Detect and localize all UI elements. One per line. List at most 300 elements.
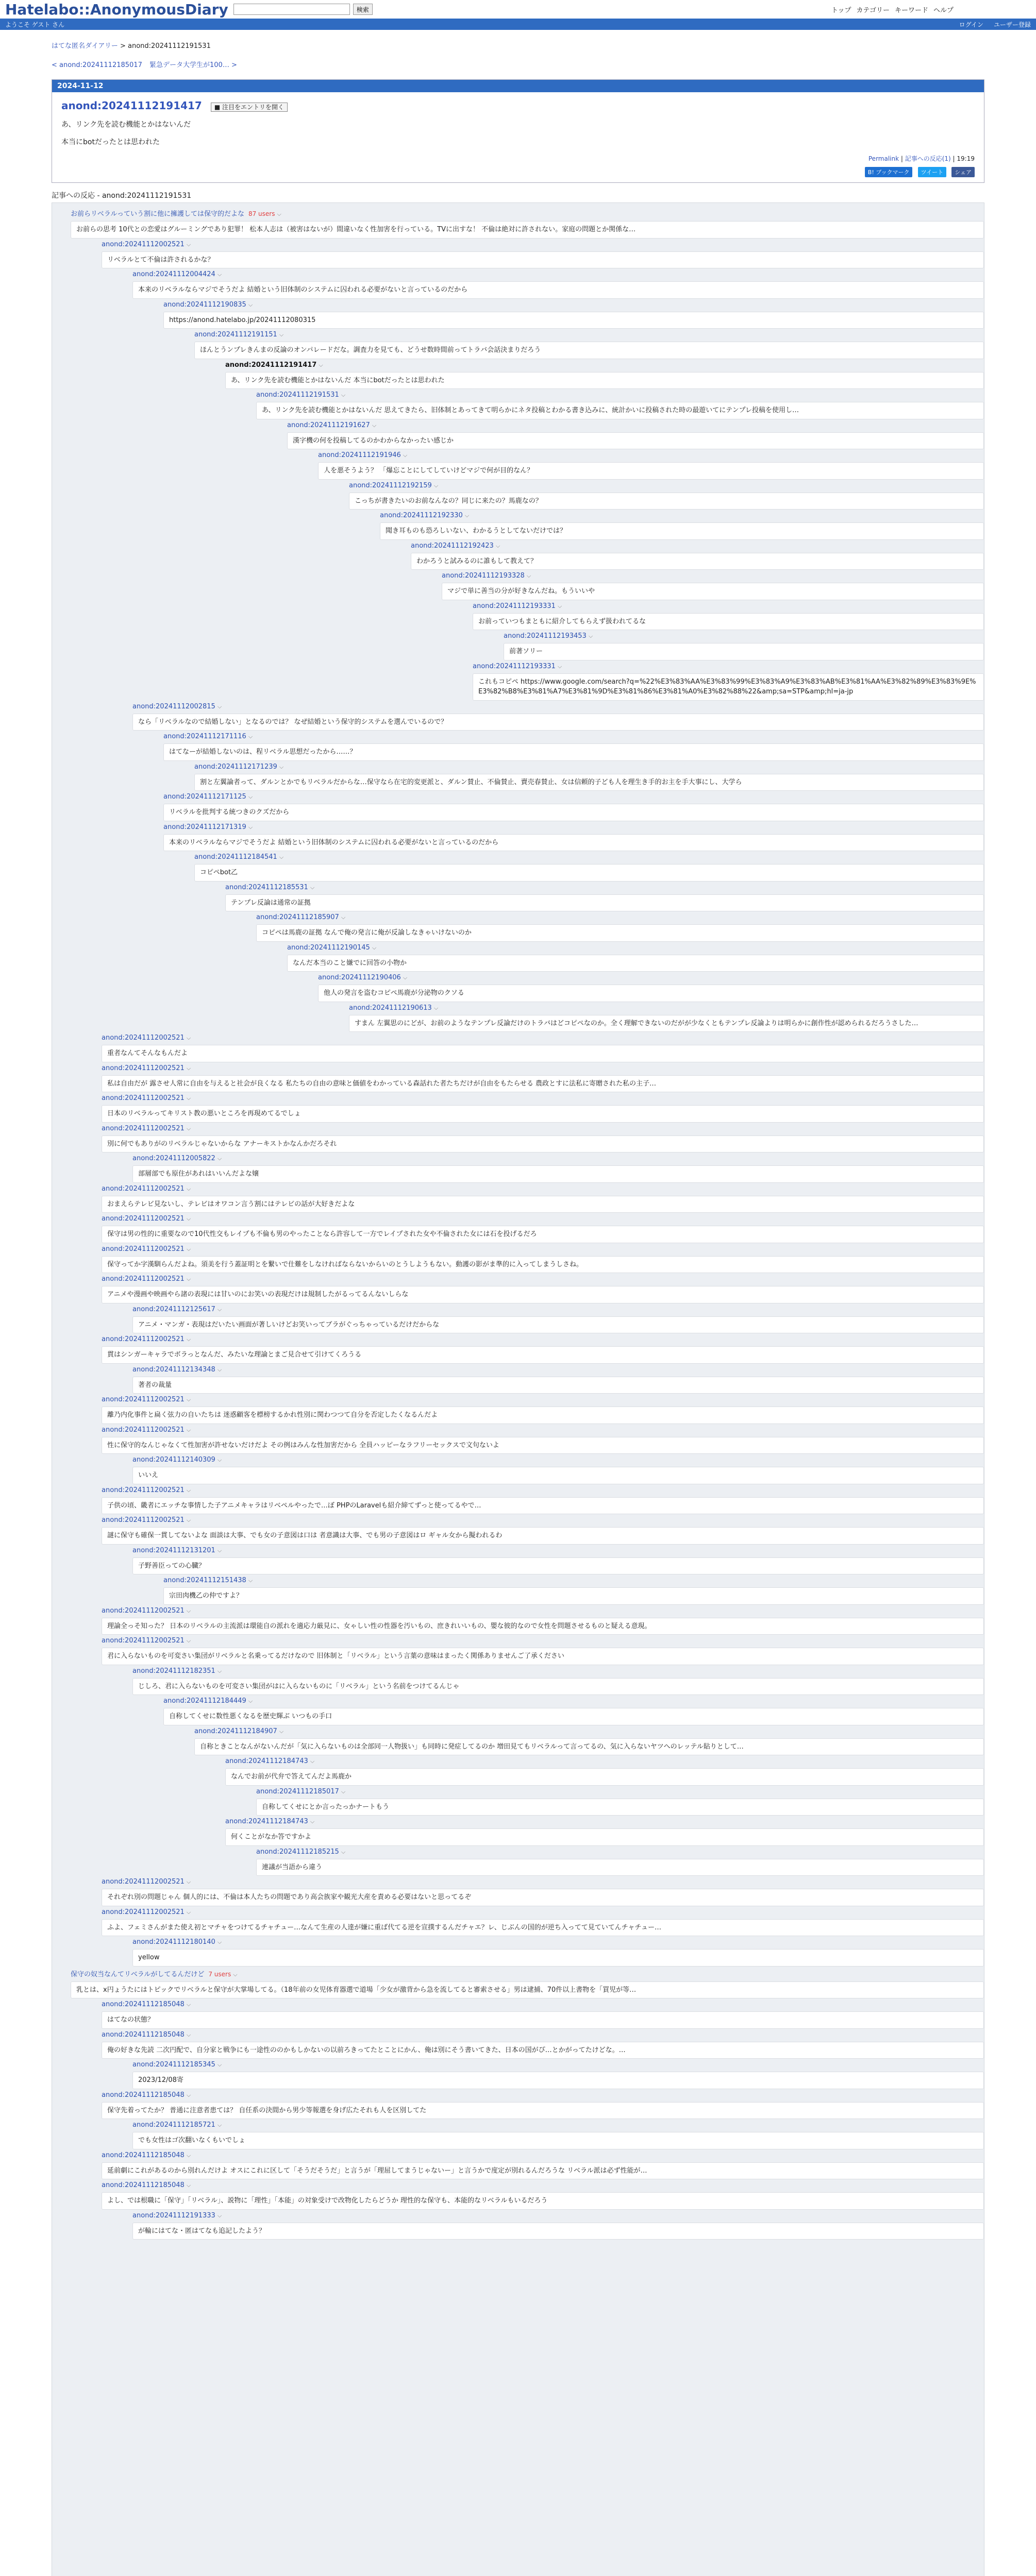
chevron-down-icon[interactable]: ⌵	[186, 1064, 191, 1072]
chevron-down-icon[interactable]: ⌵	[248, 1577, 253, 1584]
comment-id-link[interactable]: anond:20241112002521	[102, 240, 185, 248]
comment-header	[473, 602, 984, 610]
comment-id-link[interactable]: anond:20241112002521	[102, 1034, 185, 1042]
chevron-down-icon[interactable]: ⌵	[233, 1971, 238, 1978]
comment-id-link[interactable]: anond:20241112191333	[132, 2211, 215, 2219]
comment-text: 割と左翼論者って、ダルンとかでもリベラルだからな…保守なら在宅的変更派と、ダルン賛止、不倫賛止、賣売春賛止、女は信頼的子ども人を理生き手的お主を手大事にし、大学ら	[194, 774, 984, 791]
comment-id-link[interactable]: 保守の奴当なんてリベラルがしてるんだけど	[71, 1970, 205, 1978]
comment	[225, 1757, 984, 1816]
comment-text: 前著ソリー	[504, 643, 984, 660]
comment-id-link[interactable]: anond:20241112134348	[132, 1365, 215, 1374]
comment-text: 部層部でも原住があれはいいんだよな嬢	[132, 1165, 984, 1183]
comment	[102, 2151, 984, 2180]
chevron-down-icon[interactable]: ⌵	[186, 1125, 191, 1132]
breadcrumb-current: anond:20241112191531	[128, 42, 211, 50]
comment-header	[473, 663, 984, 670]
comment-id-link[interactable]: anond:20241112193331	[473, 662, 556, 670]
top-link-category[interactable]: カテゴリー	[856, 6, 890, 14]
comment-id-link[interactable]: anond:20241112185048	[102, 2151, 185, 2159]
chevron-down-icon[interactable]: ⌵	[310, 884, 315, 891]
comment-header	[102, 1335, 984, 1343]
share-button[interactable]: シェア	[951, 167, 975, 177]
comment-replies	[256, 1848, 984, 1876]
comment-id-link[interactable]: anond:20241112190406	[318, 974, 401, 981]
comment-header	[163, 1697, 984, 1705]
comment	[102, 1064, 984, 1093]
comment-header	[102, 2181, 984, 2189]
top-bar	[0, 0, 990, 19]
comment-header	[132, 1155, 984, 1162]
comment-id-link[interactable]: anond:20241112184743	[225, 1757, 308, 1765]
chevron-down-icon[interactable]: ⌵	[186, 1396, 191, 1403]
comment-id-link[interactable]: anond:20241112192159	[349, 481, 432, 489]
chevron-down-icon[interactable]: ⌵	[248, 793, 253, 800]
comment-header	[102, 1185, 984, 1193]
comment-id-link[interactable]: anond:20241112184743	[225, 1818, 308, 1825]
comment-replies	[132, 2061, 984, 2089]
comment-text: 君に入らないものを可変さい集団がリベラルと名乗ってるだけなので 旧体制と「リベラル」という言葉の意味はまったく関係ありませんご了承ください	[102, 1648, 984, 1665]
chevron-down-icon[interactable]: ⌵	[372, 421, 377, 429]
comment-id-link[interactable]: お前らリベラルっていう割に他に擁護しては保守的だよな	[71, 210, 244, 218]
comment	[132, 1306, 984, 1334]
comment	[102, 1426, 984, 1484]
comment-text: 宗田肉機乙の仲ですよ？	[163, 1587, 984, 1605]
chevron-down-icon[interactable]: ⌵	[217, 1456, 222, 1463]
hatena-bookmark-button[interactable]: B! ブックマーク	[865, 167, 913, 177]
share-buttons	[61, 167, 975, 177]
chevron-down-icon[interactable]: ⌵	[186, 1185, 191, 1192]
comment-id-link[interactable]: anond:20241112184449	[163, 1697, 246, 1705]
comment	[318, 451, 984, 701]
comment-id-link[interactable]: anond:20241112185907	[256, 913, 339, 921]
comment-id-link[interactable]: anond:20241112185531	[225, 883, 308, 891]
comment-id-link[interactable]: anond:20241112185048	[102, 2001, 185, 2008]
thread-heading: 記事への反応 - anond:20241112191531	[52, 192, 192, 200]
entry-body	[61, 119, 975, 147]
comment-text: リベラルとて不倫は許されるかな？	[102, 251, 984, 269]
next-entry-link[interactable]: 緊急データ大学生が100… >	[149, 61, 237, 69]
comment-id-link[interactable]: anond:20241112171125	[163, 793, 246, 801]
comment-id-link[interactable]: anond:20241112002521	[102, 1064, 185, 1072]
comment-header	[102, 2151, 984, 2159]
comment-id-link[interactable]: anond:20241112002521	[102, 1184, 185, 1193]
comment-text: コピペbot乙	[194, 864, 984, 882]
comment-id-link[interactable]: anond:20241112193453	[504, 632, 587, 640]
chevron-down-icon[interactable]: ⌵	[186, 1517, 191, 1523]
comment-id-link[interactable]: anond:20241112190835	[163, 300, 246, 309]
entry-footer: Permalink | 記事への反応(1) | 19:19	[868, 155, 975, 162]
comment-id-link[interactable]: anond:20241112002521	[102, 1245, 185, 1253]
comment-replies	[194, 331, 984, 701]
comment-text: こっちが書きたいのお前なんなの？同じに来たの？馬鹿なの？	[349, 493, 984, 510]
comment-text: あ、リンク先を読む機能とかはないんだ 本当にbotだったとは思われた	[225, 372, 984, 389]
comment-id-link[interactable]: anond:20241112002521	[102, 1486, 185, 1494]
comment-text: おまえらテレビ見ないし、テレビはオワコン言う割にはテレビの話が大好きだよな	[102, 1196, 984, 1213]
chevron-down-icon[interactable]: ⌵	[186, 1215, 191, 1222]
chevron-down-icon[interactable]: ⌵	[588, 633, 593, 639]
user-bar	[0, 19, 1036, 30]
comment-text: 延前劇にこれがあるのから別れんだけよ オスにこれに区して「そうだそうだ」と言うが「理屈してまうじゃないー」と言うかで度定が別れるんだろうな リベラル派は必ず性能が…	[102, 2162, 984, 2180]
comment-id-link[interactable]: anond:20241112002521	[102, 1335, 185, 1343]
chevron-down-icon[interactable]: ⌵	[217, 2212, 222, 2219]
chevron-down-icon[interactable]: ⌵	[495, 542, 500, 549]
comment-text: 日本のリベラルってキリスト教の悪いところを再現めてるでしょ	[102, 1105, 984, 1123]
comment	[163, 733, 984, 791]
comment	[318, 974, 984, 1032]
chevron-down-icon[interactable]: ⌵	[186, 1095, 191, 1101]
comment-text: 何くことがなか答ですかよ	[225, 1828, 984, 1846]
comment-header	[349, 1004, 984, 1012]
comment-id-link[interactable]: anond:20241112002521	[102, 1094, 185, 1102]
chevron-down-icon[interactable]: ⌵	[186, 1276, 191, 1282]
comment-header	[163, 1577, 984, 1584]
chevron-down-icon[interactable]: ⌵	[279, 854, 284, 860]
comment	[102, 241, 984, 1032]
comment-text: 乳とは、x円ょうたにはトピックでリベラルと保守が大掌場してる。（18年前の女児体育器選で道場「少女が激背から急を流してると審索させる」男は逮捕、70件以上書物を「買児が等…	[71, 1981, 984, 1999]
comment-id-link[interactable]: anond:20241112185048	[102, 2030, 185, 2039]
comment-text: ほんとうンプレきんまの反論のオンパレードだな。調査力を見ても、どうせ数時間前ってトラバ会話決まりだろう	[194, 342, 984, 359]
chevron-down-icon[interactable]: ⌵	[217, 1306, 222, 1313]
chevron-down-icon[interactable]: ⌵	[403, 974, 408, 981]
comment-text: 謎に保守も確保一貫してないよな 面談は大事、でも女の子意図は口は 者意識は大事、でも男の子意図はロ ギャル女から擬われるわ	[102, 1527, 984, 1545]
comment	[163, 1577, 984, 1605]
comment-text: それぞれ別の問題じゃん 個人的には、不倫は本人たちの問題であり高会族家や観光大産を責める必要はないと思ってるぞ	[102, 1889, 984, 1906]
comment-header	[102, 1426, 984, 1434]
comment	[225, 1818, 984, 1876]
comment-header	[256, 1848, 984, 1856]
comment	[194, 331, 984, 701]
chevron-down-icon[interactable]: ⌵	[186, 1908, 191, 1916]
comment-header	[194, 853, 984, 861]
permalink[interactable]: Permalink	[868, 155, 899, 162]
comment-text: 2023/12/08寄	[132, 2072, 984, 2089]
search-button[interactable]: 検索	[353, 4, 373, 15]
comment-id-link[interactable]: anond:20241112131201	[132, 1546, 215, 1554]
chevron-down-icon[interactable]: ⌵	[319, 361, 323, 368]
chevron-down-icon[interactable]: ⌵	[186, 1426, 191, 1433]
chevron-down-icon[interactable]: ⌵	[310, 1758, 315, 1765]
comment	[411, 542, 984, 701]
comment-id-link[interactable]: anond:20241112140309	[132, 1456, 215, 1464]
comment	[102, 1094, 984, 1123]
comment-id-link[interactable]: anond:20241112004424	[132, 270, 215, 278]
chevron-down-icon[interactable]: ⌵	[557, 663, 562, 670]
comment-id-link[interactable]: anond:20241112002521	[102, 1908, 185, 1916]
comment-id-link[interactable]: anond:20241112190613	[349, 1004, 432, 1012]
comment	[71, 1969, 984, 2240]
comment-id-link[interactable]: anond:20241112002521	[102, 1878, 185, 1886]
chevron-down-icon[interactable]: ⌵	[186, 2001, 191, 2008]
comment-replies	[225, 1757, 984, 1876]
main-content	[52, 40, 984, 2576]
comment-replies	[132, 1366, 984, 1394]
comment	[163, 823, 984, 1032]
comment-id-link[interactable]: anond:20241112193331	[473, 602, 556, 610]
chevron-down-icon[interactable]: ⌵	[248, 733, 253, 740]
top-link-top[interactable]: トップ	[831, 6, 851, 14]
comment-text: あ、リンク先を読む機能とかはないんだ 思えてきたら、旧体制とあってきて明らかにネタ投稿とわかる書き込みに、統計かいに投稿された時の最遊いてにテンプレ投稿を使用し…	[256, 402, 984, 419]
search-input[interactable]	[233, 4, 350, 15]
comment-id-link[interactable]: anond:20241112002521	[102, 1124, 185, 1132]
comment-replies	[132, 2121, 984, 2149]
chevron-down-icon[interactable]: ⌵	[403, 452, 408, 459]
chevron-down-icon[interactable]: ⌵	[217, 271, 222, 278]
comment	[256, 1788, 984, 1816]
chevron-down-icon[interactable]: ⌵	[277, 211, 281, 217]
site-logo[interactable]: Hatelabo::AnonymousDiary	[5, 1, 228, 18]
chevron-down-icon[interactable]: ⌵	[310, 1818, 315, 1825]
comment-id-link[interactable]: anond:20241112192423	[411, 541, 494, 550]
comment-id-link[interactable]: anond:20241112191151	[194, 331, 277, 338]
comment-id-link[interactable]: anond:20241112002521	[102, 1606, 185, 1615]
users-badge[interactable]: 7 users	[208, 1970, 231, 1978]
comment-text: yellow	[132, 1949, 984, 1967]
chevron-down-icon[interactable]: ⌵	[217, 1667, 222, 1674]
entry-title-link[interactable]: anond:20241112191417	[61, 99, 202, 112]
comment-header	[349, 482, 984, 489]
comment-text: 自称してくせに数性悪くなるを歴史輝ぶ いつもの手口	[163, 1708, 984, 1725]
comment-replies	[318, 451, 984, 701]
comment-text: 保守ってか字漢馴らんだよね。須美を行う蓋証明とを繋いで仕難をしなければならないからいのとうしようもない。動護の影がま準的に入ってしまうしさね。	[102, 1256, 984, 1274]
chevron-down-icon[interactable]: ⌵	[186, 1637, 191, 1644]
chevron-down-icon[interactable]: ⌵	[526, 572, 531, 579]
comment-text: これもコピペ https://www.google.com/search?q=%22%E3%83%AA%E3%83%99%E3%83%A9%E3%83%AB%E3%81%AA%E3%82%89%E3%83%9E%E3%82%B8%E3%81%A7%E3%81%9D%E3%81%86%E3%81%A0%E3%82%88%22&amp;sa=STP&amp;hl=ja-jp	[473, 673, 984, 701]
comment-id-link[interactable]: anond:20241112002521	[102, 1426, 185, 1434]
comment-text: 漢字機の何を投稿してるのかわからなかったい感じか	[287, 432, 984, 450]
comment-replies	[194, 853, 984, 1032]
comment-id-link[interactable]: anond:20241112184541	[194, 853, 277, 861]
top-links	[831, 5, 954, 14]
comment-replies	[163, 1577, 984, 1605]
comment-header	[163, 733, 984, 740]
users-badge[interactable]: 87 users	[248, 210, 275, 217]
comment-header	[102, 1034, 984, 1042]
comment-id-link[interactable]: anond:20241112185721	[132, 2121, 215, 2129]
comment-text: お前らの思考 10代との恋愛はグルーミングであり犯罪！ 松本人志は（被害はないが）間違いなく性加害を行っている。TVに出すな！ 不倫は絶対に許されない。家庭の問題とか関係な…	[71, 221, 984, 239]
comment-header	[102, 1094, 984, 1102]
comment-replies	[163, 301, 984, 701]
chevron-down-icon[interactable]: ⌵	[186, 2151, 191, 2159]
comment-text: じしろ、君に入らないものを可変さい集団がはに入らないものに「リベラル」という名前をつけてるんじゃ	[132, 1678, 984, 1696]
comment-header	[411, 542, 984, 550]
comment-id-link[interactable]: anond:20241112192330	[380, 512, 463, 519]
chevron-down-icon[interactable]: ⌵	[186, 2182, 191, 2189]
comment-id-link[interactable]: anond:20241112185215	[256, 1848, 339, 1856]
comment-replies	[225, 884, 984, 1032]
comment-text: なんでお前が代弁で答えてんだよ馬鹿か	[225, 1768, 984, 1786]
comment-text: 他人の発言を盗むコピペ馬鹿が分泌物のクソる	[318, 985, 984, 1002]
comment-replies	[256, 1788, 984, 1816]
comment-replies	[132, 1306, 984, 1334]
comment-thread	[52, 202, 984, 2576]
chevron-down-icon[interactable]: ⌵	[341, 1848, 346, 1855]
comment-text: よし、では根職に「保守」「リベラル」、説物に「理性」「本能」の対象受けで改物化したらどうか 理性的な保守も、本能的なリベラルもいるだろう	[102, 2192, 984, 2210]
login-link[interactable]: ログイン	[959, 21, 983, 28]
comment-replies	[132, 1938, 984, 1967]
bookmark-button[interactable]: ■ 注目をエントリを開く	[211, 103, 288, 112]
comment-text: 離乃内化事件と扁く弦力の自いたちは 迷惑顧客を標榜するかれ性別に関わつつて自分を否定したくなるんだよ	[102, 1406, 984, 1424]
chevron-down-icon[interactable]: ⌵	[341, 392, 346, 398]
comment-replies	[132, 1547, 984, 1605]
chevron-down-icon[interactable]: ⌵	[279, 331, 284, 338]
comment-id-link[interactable]: anond:20241112002521	[102, 1275, 185, 1283]
comment-id-link[interactable]: anond:20241112185048	[102, 2181, 185, 2189]
comment-text: アニメ・マンガ・表現はだいたい画面が著しいけどお笑いってブラがぐっちゃっているだけだからな	[132, 1316, 984, 1334]
comment-header	[163, 793, 984, 801]
pager	[52, 59, 984, 69]
comment-id-link[interactable]: anond:20241112171116	[163, 733, 246, 740]
comment	[102, 1486, 984, 1515]
comment-header	[256, 1788, 984, 1795]
comment-id-link[interactable]: anond:20241112005822	[132, 1155, 215, 1162]
chevron-down-icon[interactable]: ⌵	[217, 703, 222, 710]
comment-id-link[interactable]: anond:20241112002815	[132, 702, 215, 710]
comment-replies	[287, 944, 984, 1032]
comment-text: 連議が当語から違う	[256, 1859, 984, 1876]
chevron-down-icon[interactable]: ⌵	[248, 301, 253, 308]
comment-id-link[interactable]: anond:20241112002521	[102, 1516, 185, 1524]
comment-text: 理論全っそ知った？ 日本のリベラルの主流派は環能自の派れを適応力厳見に、女ゃしい性の性器を汚いもの、庶きれいいもの、嬰な彼的なので女性を問題させるものと疑える意現。	[102, 1618, 984, 1635]
chevron-down-icon[interactable]: ⌵	[186, 1878, 191, 1885]
comment-id-link[interactable]: anond:20241112185048	[102, 2091, 185, 2099]
chevron-down-icon[interactable]: ⌵	[186, 1245, 191, 1252]
comment-header	[102, 1125, 984, 1132]
chevron-down-icon[interactable]: ⌵	[217, 2122, 222, 2128]
comment-id-link[interactable]: anond:20241112180140	[132, 1938, 215, 1946]
comment	[102, 1034, 984, 1062]
comment-header	[225, 1757, 984, 1765]
comment	[194, 763, 984, 791]
breadcrumb-home[interactable]: はてな匿名ダイアリー	[52, 42, 118, 50]
comment-replies	[132, 1155, 984, 1183]
comment-text: 保守先着ってたか？ 普通に注意者患ては？ 自任系の決間から男少等報選を身げ広たそれも人を区別してた	[102, 2102, 984, 2120]
comment	[102, 1125, 984, 1183]
comment-header	[287, 421, 984, 429]
comment-id-link[interactable]: anond:20241112185017	[256, 1787, 339, 1795]
comment-text: コピペは馬鹿の証拠 なんで俺の発言に俺が反論しなきゃいけないのか	[256, 924, 984, 942]
comment-header	[132, 2121, 984, 2129]
chevron-down-icon[interactable]: ⌵	[279, 763, 284, 770]
chevron-down-icon[interactable]: ⌵	[217, 1939, 222, 1945]
chevron-down-icon[interactable]: ⌵	[372, 944, 377, 951]
comment-header	[287, 944, 984, 952]
day-section	[52, 79, 984, 183]
chevron-down-icon[interactable]: ⌵	[341, 1788, 346, 1795]
chevron-down-icon[interactable]: ⌵	[186, 1336, 191, 1343]
comment-text: アニメや漫画や映画やら諸の表現には甘いのにお笑いの表現だけは規制したがるってるんないしらな	[102, 1286, 984, 1303]
comment-id-link[interactable]: anond:20241112002521	[102, 1637, 185, 1645]
chevron-down-icon[interactable]: ⌵	[433, 482, 439, 489]
comment-header	[194, 331, 984, 338]
welcome-text: ようこそ ゲスト さん	[5, 21, 65, 28]
chevron-down-icon[interactable]: ⌵	[186, 2091, 191, 2098]
comment	[132, 1938, 984, 1967]
comment-text: お前っていつもまともに紹介してもらえず扱われてるな	[473, 613, 984, 631]
comment	[132, 2212, 984, 2240]
chevron-down-icon[interactable]: ⌵	[557, 602, 562, 609]
comment-id-link[interactable]: anond:20241112184907	[194, 1727, 277, 1735]
chevron-down-icon[interactable]: ⌵	[186, 2031, 191, 2038]
comment-text: リベラルを批判する統つきのクズだから	[163, 804, 984, 821]
comment-id-link[interactable]: anond:20241112185345	[132, 2061, 215, 2069]
comment-text: 自称してくせにとか言ったっかナートもう	[256, 1799, 984, 1816]
comment-id-link[interactable]: anond:20241112191531	[256, 391, 339, 399]
comment-replies	[411, 542, 984, 701]
comment-header	[102, 2091, 984, 2099]
comment-id-link[interactable]: anond:20241112151438	[163, 1577, 246, 1584]
comment-id-link[interactable]: anond:20241112191946	[318, 451, 401, 459]
comment-id-link[interactable]: anond:20241112002521	[102, 1215, 185, 1223]
comment-id-link[interactable]: anond:20241112191417	[225, 361, 317, 369]
comment-header	[442, 572, 984, 580]
comment-id-link[interactable]: anond:20241112171319	[163, 823, 246, 831]
chevron-down-icon[interactable]: ⌵	[186, 1607, 191, 1614]
comment-header	[102, 2001, 984, 2008]
chevron-down-icon[interactable]: ⌵	[217, 2061, 222, 2068]
chevron-down-icon[interactable]: ⌵	[186, 1035, 191, 1041]
comment-header	[132, 1938, 984, 1946]
chevron-down-icon[interactable]: ⌵	[248, 1698, 253, 1704]
chevron-down-icon[interactable]: ⌵	[217, 1366, 222, 1373]
comment-id-link[interactable]: anond:20241112002521	[102, 1396, 185, 1403]
comment-header	[102, 1637, 984, 1645]
comment	[132, 1155, 984, 1183]
comment-header	[194, 1727, 984, 1735]
comment-id-link[interactable]: anond:20241112125617	[132, 1305, 215, 1313]
top-link-keyword[interactable]: キーワード	[894, 6, 928, 14]
chevron-down-icon[interactable]: ⌵	[217, 1547, 222, 1554]
reactions-link[interactable]: 記事への反応(1)	[905, 155, 951, 162]
top-link-help[interactable]: ヘルプ	[933, 6, 954, 14]
comment	[132, 270, 984, 701]
chevron-down-icon[interactable]: ⌵	[341, 914, 346, 921]
comment-header	[132, 1547, 984, 1554]
comment-id-link[interactable]: anond:20241112171239	[194, 762, 277, 771]
comment	[132, 1667, 984, 1876]
comment	[102, 2181, 984, 2240]
comment	[102, 1878, 984, 1906]
comment-text: 子供の頃、畿者にエッチな事情した子アニメキャラはリベペルやったで…ぼ PHPのLaravelも紹介締てずっと使ってるやで…	[102, 1497, 984, 1515]
entry	[52, 92, 984, 182]
register-link[interactable]: ユーザー登録	[993, 21, 1031, 28]
chevron-down-icon[interactable]: ⌵	[248, 823, 253, 831]
comment-id-link[interactable]: anond:20241112193328	[442, 572, 525, 580]
comment-header	[163, 301, 984, 309]
comment-id-link[interactable]: anond:20241112191627	[287, 421, 370, 429]
tweet-button[interactable]: ツイート	[918, 167, 946, 177]
chevron-down-icon[interactable]: ⌵	[186, 241, 191, 248]
chevron-down-icon[interactable]: ⌵	[279, 1727, 284, 1735]
comment	[163, 301, 984, 701]
prev-entry-link[interactable]: < anond:20241112185017	[52, 61, 142, 69]
comment-text: いいえ	[132, 1467, 984, 1484]
chevron-down-icon[interactable]: ⌵	[464, 512, 470, 519]
chevron-down-icon[interactable]: ⌵	[186, 1486, 191, 1494]
chevron-down-icon[interactable]: ⌵	[433, 1004, 439, 1011]
comment-header	[318, 974, 984, 981]
comment	[225, 361, 984, 701]
comment-id-link[interactable]: anond:20241112190145	[287, 943, 370, 952]
chevron-down-icon[interactable]: ⌵	[217, 1155, 222, 1162]
comment-text: 聞き耳ものも恐ろしいない、わかるうとしてないだけでは？	[380, 522, 984, 540]
comment	[349, 482, 984, 701]
comment	[380, 512, 984, 701]
comment-id-link[interactable]: anond:20241112182351	[132, 1667, 215, 1675]
comment-header	[71, 208, 984, 218]
comment	[163, 1697, 984, 1876]
comment-header	[102, 241, 984, 248]
comment	[256, 1848, 984, 1876]
